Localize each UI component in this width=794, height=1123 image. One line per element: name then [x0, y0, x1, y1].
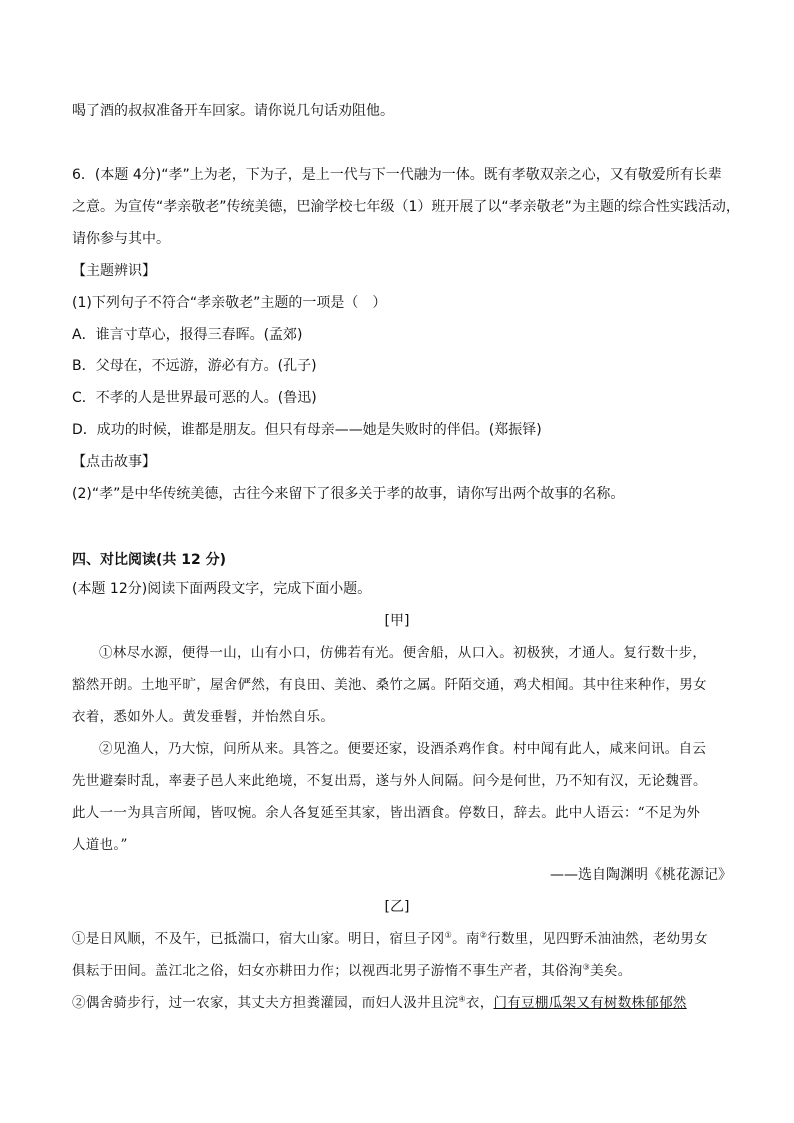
text-line: 之意。为宣传“孝亲敬老”传统美德，巴渝学校七年级（1）班开展了以“孝亲敬老”为主题的综合性实践活动， [72, 199, 740, 215]
passage-text: 衣， [465, 995, 494, 1011]
passage-yi-label: [乙] [384, 899, 410, 915]
reading-instruction: (本题 12分)阅读下面两段文字，完成下面小题。 [72, 581, 372, 597]
option-b: B．父母在，不远游，游必有方。(孔子) [72, 358, 317, 374]
passage-yi-line [72, 929, 732, 949]
section-heading-story: 【点击故事】 [72, 454, 156, 470]
text-line: 请你参与其中。 [72, 231, 170, 247]
part-four-heading: 四、对比阅读(共 12 分) [72, 552, 227, 568]
passage-text: 美矣。 [590, 963, 632, 979]
underlined-sentence: 门有豆棚瓜架又有树数株郁郁然 [493, 995, 687, 1011]
option-d: D．成功的时候，谁都是朋友。但只有母亲——她是失败时的伴侣。(郑振铎) [72, 422, 542, 438]
footnote-marker: ④ [458, 994, 466, 1004]
passage-jia-line: ②见渔人，乃大惊，问所从来。具答之。便要还家，设酒杀鸡作食。村中闻有此人，咸来问讯。自云 [99, 741, 707, 757]
passage-jia-line: ①林尽水源，便得一山，山有小口，仿佛若有光。便舍船，从口入。初极狭，才通人。复行数十步， [99, 645, 707, 661]
passage-jia-line: 豁然开朗。土地平旷，屋舍俨然，有良田、美池、桑竹之属。阡陌交通，鸡犬相闻。其中往来种作，男女 [72, 677, 707, 693]
text-line: 喝了酒的叔叔准备开车回家。请你说几句话劝阻他。 [72, 103, 394, 119]
passage-text: ②偶舍骑步行，过一农家，其丈夫方担粪灌园，而妇人汲井且浣 [72, 995, 459, 1011]
passage-jia-line: 人道也。” [72, 837, 128, 853]
passage-yi-line [72, 961, 732, 981]
footnote-marker: ② [479, 930, 488, 940]
section-heading-theme: 【主题辨识】 [72, 263, 156, 279]
option-c: C．不孝的人是世界最可恶的人。(鲁迅) [72, 390, 317, 406]
passage-jia-line: 此人一一为具言所闻，皆叹惋。余人各复延至其家，皆出酒食。停数日，辞去。此中人语云：“不足为外 [72, 805, 701, 821]
option-a: A．谁言寸草心，报得三春晖。(孟郊) [72, 327, 303, 343]
passage-jia-label: [甲] [384, 613, 410, 629]
passage-jia-source: ——选自陶渊明《桃花源记》 [550, 867, 732, 883]
passage-jia-line: 先世避秦时乱，率妻子邑人来此绝境，不复出焉，遂与外人间隔。问今是何世，乃不知有汉，无论魏晋。 [72, 773, 707, 789]
question-6-1: (1)下列句子不符合“孝亲敬老”主题的一项是（ ） [72, 295, 387, 311]
passage-text: ①是日风顺，不及午，已抵湍口，宿大山家。明日，宿旦子冈 [72, 931, 445, 947]
passage-text: 。南 [452, 931, 480, 947]
passage-yi-line [72, 993, 732, 1013]
passage-jia-line: 衣着，悉如外人。黄发垂髫，并怡然自乐。 [72, 709, 335, 725]
footnote-marker: ③ [582, 962, 591, 972]
passage-text: 俱耘于田间。盖江北之俗，妇女亦耕田力作；以视西北男子游惰不事生产者，其俗洵 [72, 963, 583, 979]
question-6-2: (2)“孝”是中华传统美德，古往今来留下了很多关于孝的故事，请你写出两个故事的名称。 [72, 486, 625, 502]
question-6-stem: 6．(本题 4分)“孝”上为老，下为子，是上一代与下一代融为一体。既有孝敬双亲之心，又有敬爱所有长辈 [72, 167, 722, 183]
passage-text: 行数里，见四野禾油油然，老幼男女 [487, 931, 708, 947]
footnote-marker: ① [444, 930, 453, 940]
